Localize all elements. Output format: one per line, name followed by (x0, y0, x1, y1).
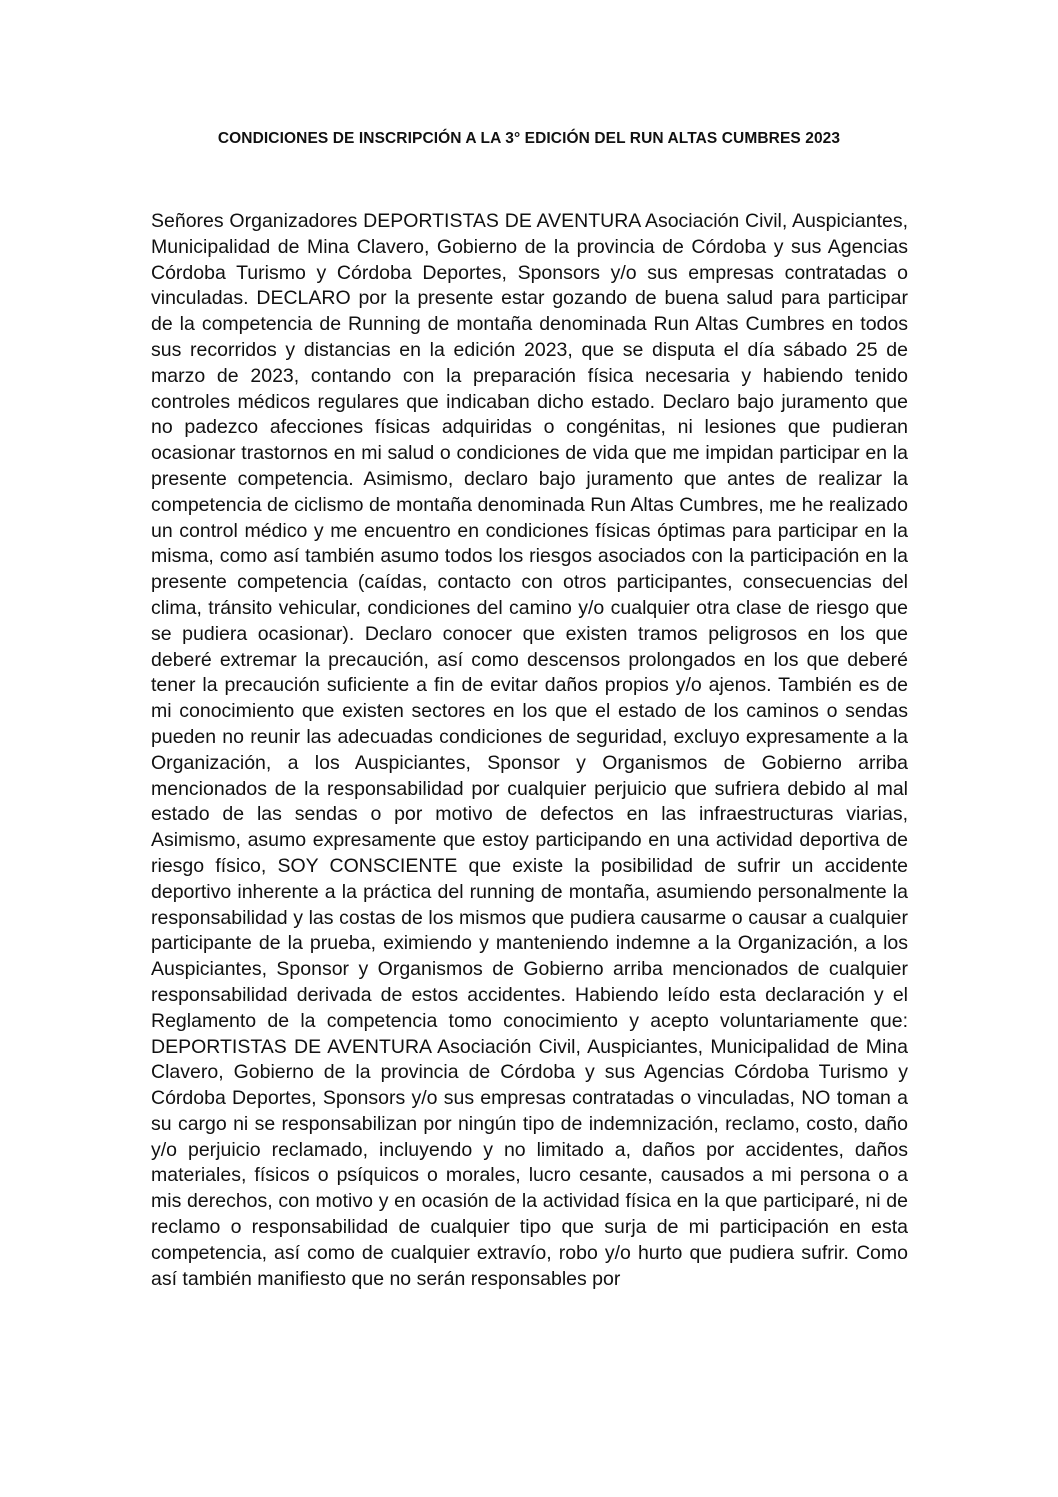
document-body-paragraph: Señores Organizadores DEPORTISTAS DE AVENTURA Asociación Civil, Auspiciantes, Municipalidad de Mina Clavero, Gobierno de la provincia de Córdoba y sus Agencias Córdoba Turismo y Córdoba Deportes, Sponsors y/o sus empresas contratadas o vinculadas. DECLARO por la presente estar gozando de buena salud para participar de la competencia de Running de montaña denominada Run Altas Cumbres en todos sus recorridos y distancias en la edición 2023, que se disputa el día sábado 25 de marzo de 2023, contando con la preparación física necesaria y habiendo tenido controles médicos regulares que indicaban dicho estado. Declaro bajo juramento que no padezco afecciones físicas adquiridas o congénitas, ni lesiones que pudieran ocasionar trastornos en mi salud o condiciones de vida que me impidan participar en la presente competencia. Asimismo, declaro bajo juramento que antes de realizar la competencia de ciclismo de montaña denominada Run Altas Cumbres, me he realizado un control médico y me encuentro en condiciones físicas óptimas para participar en la misma, como así también asumo todos los riesgos asociados con la participación en la presente competencia (caídas, contacto con otros participantes, consecuencias del clima, tránsito vehicular, condiciones del camino y/o cualquier otra clase de riesgo que se pudiera ocasionar). Declaro conocer que existen tramos peligrosos en los que deberé extremar la precaución, así como descensos prolongados en los que deberé tener la precaución suficiente a fin de evitar daños propios y/o ajenos. También es de mi conocimiento que existen sectores en los que el estado de los caminos o sendas pueden no reunir las adecuadas condiciones de seguridad, excluyo expresamente a la Organización, a los Auspiciantes, Sponsor y Organismos de Gobierno arriba mencionados de la responsabilidad por cualquier perjuicio que sufriera debido al mal estado de las sendas o por motivo de defectos en las infraestructuras viarias, Asimismo, asumo expresamente que estoy participando en una actividad deportiva de riesgo físico, SOY CONSCIENTE que existe la posibilidad de sufrir un accidente deportivo inherente a la práctica del running de montaña, asumiendo personalmente la responsabilidad y las costas de los mismos que pudiera causarme o causar a cualquier participante de la prueba, eximiendo y manteniendo indemne a la Organización, a los Auspiciantes, Sponsor y Organismos de Gobierno arriba mencionados de cualquier responsabilidad derivada de estos accidentes. Habiendo leído esta declaración y el Reglamento de la competencia tomo conocimiento y acepto voluntariamente que: DEPORTISTAS DE AVENTURA Asociación Civil, Auspiciantes, Municipalidad de Mina Clavero, Gobierno de la provincia de Córdoba y sus Agencias Córdoba Turismo y Córdoba Deportes, Sponsors y/o sus empresas contratadas o vinculadas, NO toman a su cargo ni se responsabilizan por ningún tipo de indemnización, reclamo, costo, daño y/o perjuicio reclamado, incluyendo y no limitado a, daños por accidentes, daños materiales, físicos o psíquicos o morales, lucro cesante, causados a mi persona o a mis derechos, con motivo y en ocasión de la actividad física en la que participaré, ni de reclamo o responsabilidad de cualquier tipo que surja de mi participación en esta competencia, así como de cualquier extravío, robo y/o hurto que pudiera sufrir. Como así también manifiesto que no serán responsables por (151, 210, 908, 1290)
document-title: CONDICIONES DE INSCRIPCIÓN A LA 3° EDICIÓN DEL RUN ALTAS CUMBRES 2023 (217, 130, 841, 147)
